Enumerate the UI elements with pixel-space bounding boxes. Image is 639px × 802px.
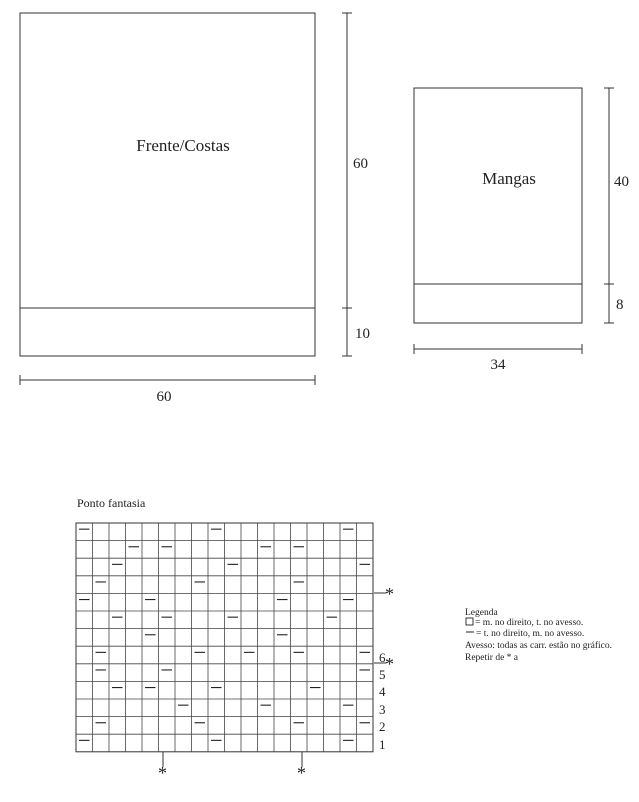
legend-title: Legenda	[465, 608, 498, 618]
repeat-marker-bottom-left: *	[158, 763, 167, 783]
legend	[465, 608, 612, 663]
row-number-1: 1	[379, 737, 386, 752]
row-number-3: 3	[379, 702, 386, 717]
front-back-width-dimension	[20, 375, 315, 385]
row-number-2: 2	[379, 719, 386, 734]
front-back-piece	[20, 13, 315, 356]
front-back-title: Frente/Costas	[136, 136, 230, 155]
front-back-outline	[20, 13, 315, 356]
legend-line-4: Repetir de * a	[465, 653, 519, 663]
sleeve-outline	[414, 88, 582, 323]
legend-line-1: = m. no direito, t. no avesso.	[475, 618, 584, 628]
sleeve-piece	[414, 88, 582, 323]
row-number-4: 4	[379, 684, 386, 699]
row-number-6: 6	[379, 650, 386, 665]
legend-line-3: Avesso: todas as carr. estão no gráfico.	[465, 641, 613, 651]
repeat-marker-right-top: *	[385, 584, 394, 604]
repeat-marker-bottom-right: *	[297, 763, 306, 783]
sleeve-height-rib: 8	[616, 297, 624, 313]
sleeve-width-dimension	[414, 344, 582, 354]
sleeve-height-main: 40	[614, 174, 629, 190]
sleeve-width: 34	[490, 357, 506, 373]
front-back-height-dimension	[342, 13, 352, 356]
row-number-5: 5	[379, 667, 386, 682]
chart-title: Ponto fantasia	[77, 496, 146, 510]
front-back-height-rib: 10	[355, 326, 370, 342]
stitch-chart-grid	[76, 523, 373, 752]
legend-empty-square-icon	[466, 618, 473, 625]
front-back-width: 60	[156, 389, 172, 405]
legend-line-2: = t. no direito, m. no avesso.	[476, 629, 585, 639]
front-back-height-main: 60	[353, 156, 368, 172]
sleeve-height-dimension	[604, 88, 614, 323]
sleeve-title: Mangas	[482, 169, 536, 188]
repeat-marker-right-bottom: *	[385, 654, 394, 674]
